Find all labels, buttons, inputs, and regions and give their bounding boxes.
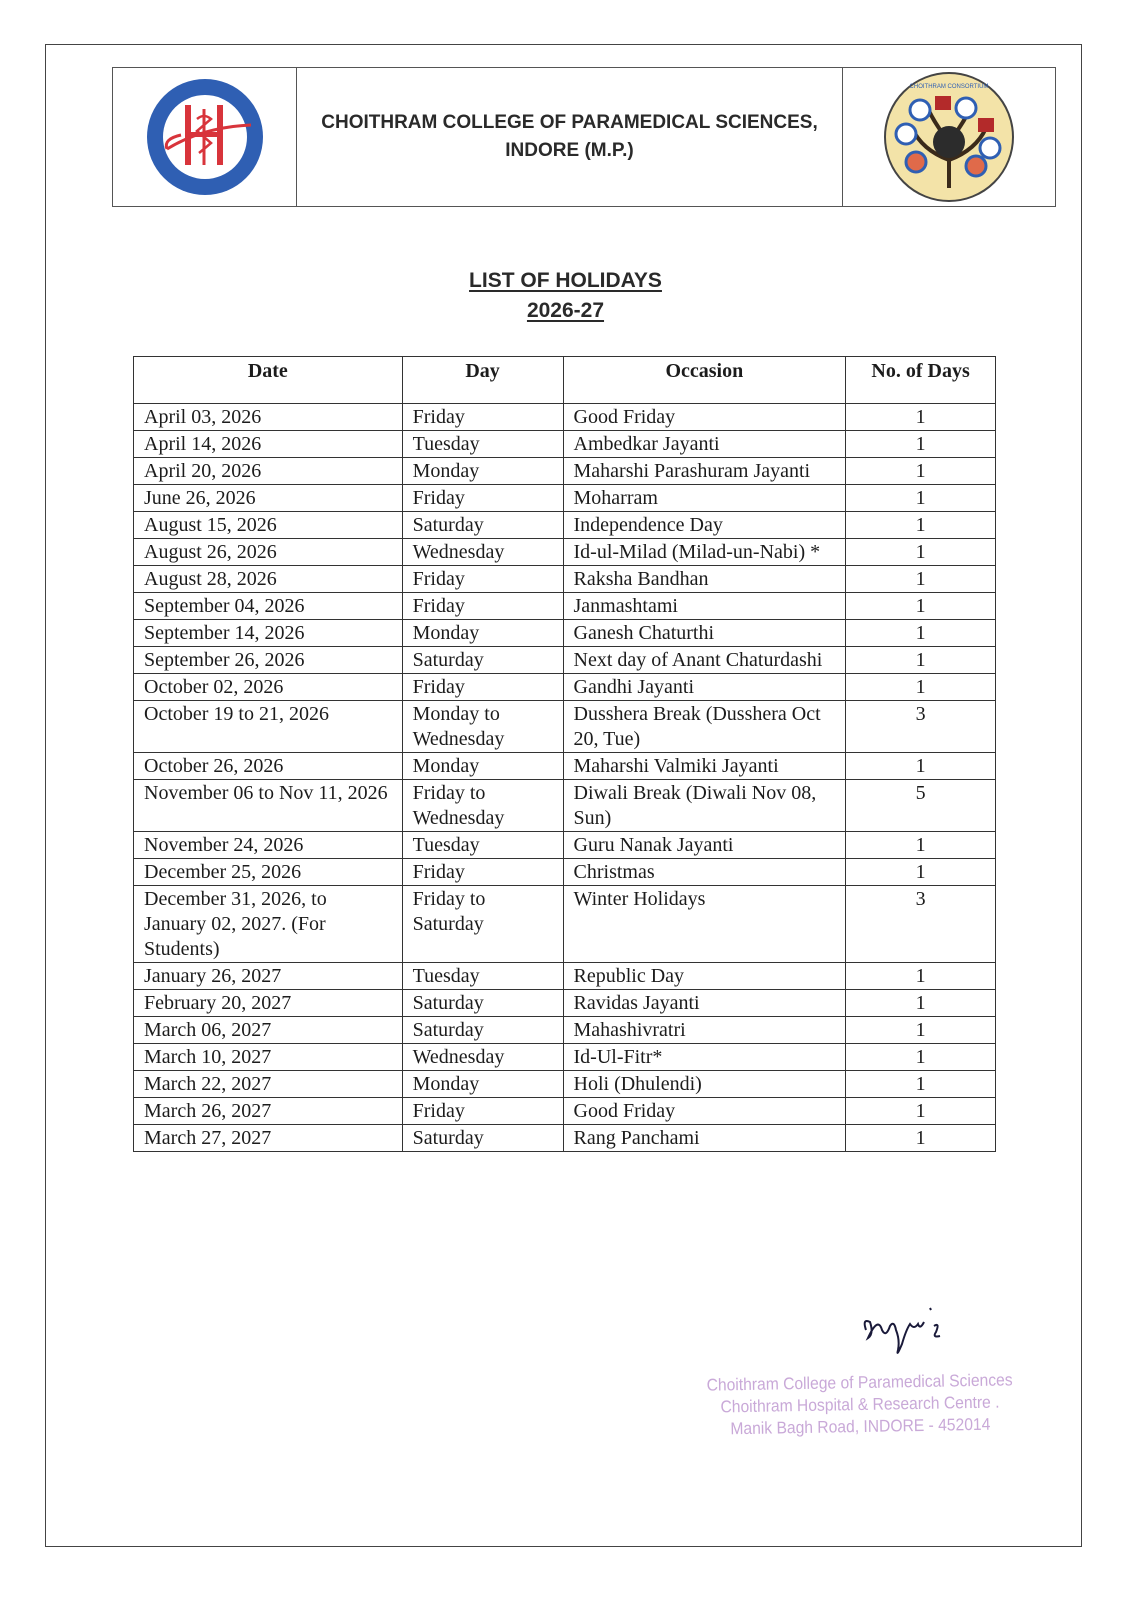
stamp-line-3: Manik Bagh Road, INDORE - 452014	[730, 1414, 991, 1439]
cell-day: Tuesday	[402, 431, 563, 458]
table-row	[134, 1125, 996, 1152]
cell-day: Friday	[402, 859, 563, 886]
title-line-1: LIST OF HOLIDAYS	[469, 269, 662, 292]
cell-date: April 14, 2026	[134, 431, 403, 458]
cell-occasion: Independence Day	[563, 512, 846, 539]
table-row	[134, 1017, 996, 1044]
table-row	[134, 859, 996, 886]
cell-occasion: Holi (Dhulendi)	[563, 1071, 846, 1098]
table-header-row	[134, 357, 996, 404]
cell-date: June 26, 2026	[134, 485, 403, 512]
cell-no-of-days: 1	[846, 753, 996, 780]
cell-no-of-days: 1	[846, 431, 996, 458]
cell-date: October 19 to 21, 2026	[134, 701, 403, 753]
cell-day: Friday to Saturday	[402, 886, 563, 963]
cell-date: December 25, 2026	[134, 859, 403, 886]
letterhead	[112, 67, 1056, 207]
table-row	[134, 1044, 996, 1071]
table-row	[134, 566, 996, 593]
cell-no-of-days: 1	[846, 566, 996, 593]
cell-no-of-days: 1	[846, 990, 996, 1017]
cell-occasion: Next day of Anant Chaturdashi	[563, 647, 846, 674]
cell-occasion: Ravidas Jayanti	[563, 990, 846, 1017]
cell-day: Friday	[402, 674, 563, 701]
cell-occasion: Mahashivratri	[563, 1017, 846, 1044]
header-date: Date	[134, 357, 403, 404]
table-row	[134, 431, 996, 458]
cell-no-of-days: 1	[846, 458, 996, 485]
table-row	[134, 539, 996, 566]
cell-no-of-days: 1	[846, 620, 996, 647]
cell-occasion: Dusshera Break (Dusshera Oct 20, Tue)	[563, 701, 846, 753]
header-day: Day	[402, 357, 563, 404]
title-line-2: 2026-27	[526, 299, 605, 322]
consortium-caption: CHOITHRAM CONSORTIUM	[909, 84, 989, 90]
cell-occasion: Republic Day	[563, 963, 846, 990]
table-row	[134, 753, 996, 780]
table-row	[134, 1098, 996, 1125]
college-location: INDORE (M.P.)	[505, 140, 634, 161]
cell-day: Friday	[402, 1098, 563, 1125]
cell-day: Monday	[402, 458, 563, 485]
cell-occasion: Ganesh Chaturthi	[563, 620, 846, 647]
cell-day: Saturday	[402, 1017, 563, 1044]
cell-no-of-days: 1	[846, 859, 996, 886]
cell-day: Tuesday	[402, 832, 563, 859]
header-no-of-days: No. of Days	[846, 357, 996, 404]
table-row	[134, 886, 996, 963]
cell-no-of-days: 1	[846, 1017, 996, 1044]
cell-date: August 15, 2026	[134, 512, 403, 539]
table-row	[134, 780, 996, 832]
cell-occasion: Guru Nanak Jayanti	[563, 832, 846, 859]
cell-date: September 04, 2026	[134, 593, 403, 620]
cell-no-of-days: 1	[846, 1044, 996, 1071]
table-row	[134, 1071, 996, 1098]
table-row	[134, 832, 996, 859]
cell-no-of-days: 1	[846, 593, 996, 620]
cell-day: Wednesday	[402, 539, 563, 566]
cell-no-of-days: 1	[846, 1125, 996, 1152]
cell-day: Saturday	[402, 512, 563, 539]
table-row	[134, 458, 996, 485]
college-name: CHOITHRAM COLLEGE OF PARAMEDICAL SCIENCES,	[321, 112, 818, 133]
cell-date: February 20, 2027	[134, 990, 403, 1017]
cell-no-of-days: 1	[846, 963, 996, 990]
cell-day: Saturday	[402, 647, 563, 674]
cell-no-of-days: 5	[846, 780, 996, 832]
cell-date: November 06 to Nov 11, 2026	[134, 780, 403, 832]
cell-date: January 26, 2027	[134, 963, 403, 990]
table-row	[134, 620, 996, 647]
cell-date: November 24, 2026	[134, 832, 403, 859]
cell-occasion: Christmas	[563, 859, 846, 886]
cell-occasion: Raksha Bandhan	[563, 566, 846, 593]
cell-date: March 06, 2027	[134, 1017, 403, 1044]
document-title	[0, 266, 1131, 326]
cell-occasion: Moharram	[563, 485, 846, 512]
cell-no-of-days: 1	[846, 539, 996, 566]
cell-no-of-days: 3	[846, 701, 996, 753]
cell-occasion: Ambedkar Jayanti	[563, 431, 846, 458]
cell-occasion: Maharshi Parashuram Jayanti	[563, 458, 846, 485]
cell-day: Monday	[402, 753, 563, 780]
cell-no-of-days: 1	[846, 512, 996, 539]
header-occasion: Occasion	[563, 357, 846, 404]
table-row	[134, 990, 996, 1017]
table-row	[134, 674, 996, 701]
cell-occasion: Rang Panchami	[563, 1125, 846, 1152]
cell-day: Monday	[402, 1071, 563, 1098]
cell-day: Saturday	[402, 1125, 563, 1152]
cell-occasion: Maharshi Valmiki Jayanti	[563, 753, 846, 780]
cell-date: August 26, 2026	[134, 539, 403, 566]
cell-occasion: Diwali Break (Diwali Nov 08, Sun)	[563, 780, 846, 832]
cell-occasion: Id-Ul-Fitr*	[563, 1044, 846, 1071]
letterhead-left-cell	[113, 68, 297, 206]
college-seal-logo-icon	[143, 75, 267, 199]
table-row	[134, 701, 996, 753]
letterhead-right-cell	[842, 68, 1055, 206]
institution-stamp	[689, 1369, 1030, 1441]
cell-day: Saturday	[402, 990, 563, 1017]
signature-mark-icon	[860, 1300, 960, 1360]
cell-date: March 10, 2027	[134, 1044, 403, 1071]
cell-date: October 02, 2026	[134, 674, 403, 701]
cell-no-of-days: 1	[846, 485, 996, 512]
cell-occasion: Id-ul-Milad (Milad-un-Nabi) *	[563, 539, 846, 566]
cell-no-of-days: 1	[846, 647, 996, 674]
cell-no-of-days: 1	[846, 674, 996, 701]
cell-occasion: Gandhi Jayanti	[563, 674, 846, 701]
cell-occasion: Janmashtami	[563, 593, 846, 620]
cell-date: March 22, 2027	[134, 1071, 403, 1098]
cell-day: Friday	[402, 404, 563, 431]
table-row	[134, 963, 996, 990]
cell-date: April 20, 2026	[134, 458, 403, 485]
cell-day: Wednesday	[402, 1044, 563, 1071]
cell-no-of-days: 1	[846, 832, 996, 859]
holidays-table	[133, 356, 996, 1152]
cell-day: Friday	[402, 593, 563, 620]
table-row	[134, 647, 996, 674]
cell-day: Friday to Wednesday	[402, 780, 563, 832]
cell-day: Monday to Wednesday	[402, 701, 563, 753]
signature	[860, 1300, 960, 1365]
table-row	[134, 404, 996, 431]
cell-day: Friday	[402, 566, 563, 593]
table-body	[134, 404, 996, 1152]
table-row	[134, 512, 996, 539]
cell-no-of-days: 1	[846, 404, 996, 431]
cell-date: September 26, 2026	[134, 647, 403, 674]
cell-date: September 14, 2026	[134, 620, 403, 647]
cell-date: October 26, 2026	[134, 753, 403, 780]
cell-no-of-days: 1	[846, 1071, 996, 1098]
cell-day: Tuesday	[402, 963, 563, 990]
cell-date: March 26, 2027	[134, 1098, 403, 1125]
choithram-consortium-logo-icon	[882, 70, 1016, 204]
cell-day: Friday	[402, 485, 563, 512]
cell-occasion: Good Friday	[563, 1098, 846, 1125]
cell-date: March 27, 2027	[134, 1125, 403, 1152]
cell-occasion: Good Friday	[563, 404, 846, 431]
cell-no-of-days: 1	[846, 1098, 996, 1125]
cell-date: December 31, 2026, to January 02, 2027. (For Students)	[134, 886, 403, 963]
cell-date: April 03, 2026	[134, 404, 403, 431]
stamp-line-1: Choithram College of Paramedical Sciences	[706, 1370, 1013, 1395]
cell-date: August 28, 2026	[134, 566, 403, 593]
cell-occasion: Winter Holidays	[563, 886, 846, 963]
stamp-line-2: Choithram Hospital & Research Centre .	[720, 1392, 1000, 1417]
table-row	[134, 485, 996, 512]
cell-day: Monday	[402, 620, 563, 647]
letterhead-title	[297, 68, 842, 206]
table-row	[134, 593, 996, 620]
cell-no-of-days: 3	[846, 886, 996, 963]
